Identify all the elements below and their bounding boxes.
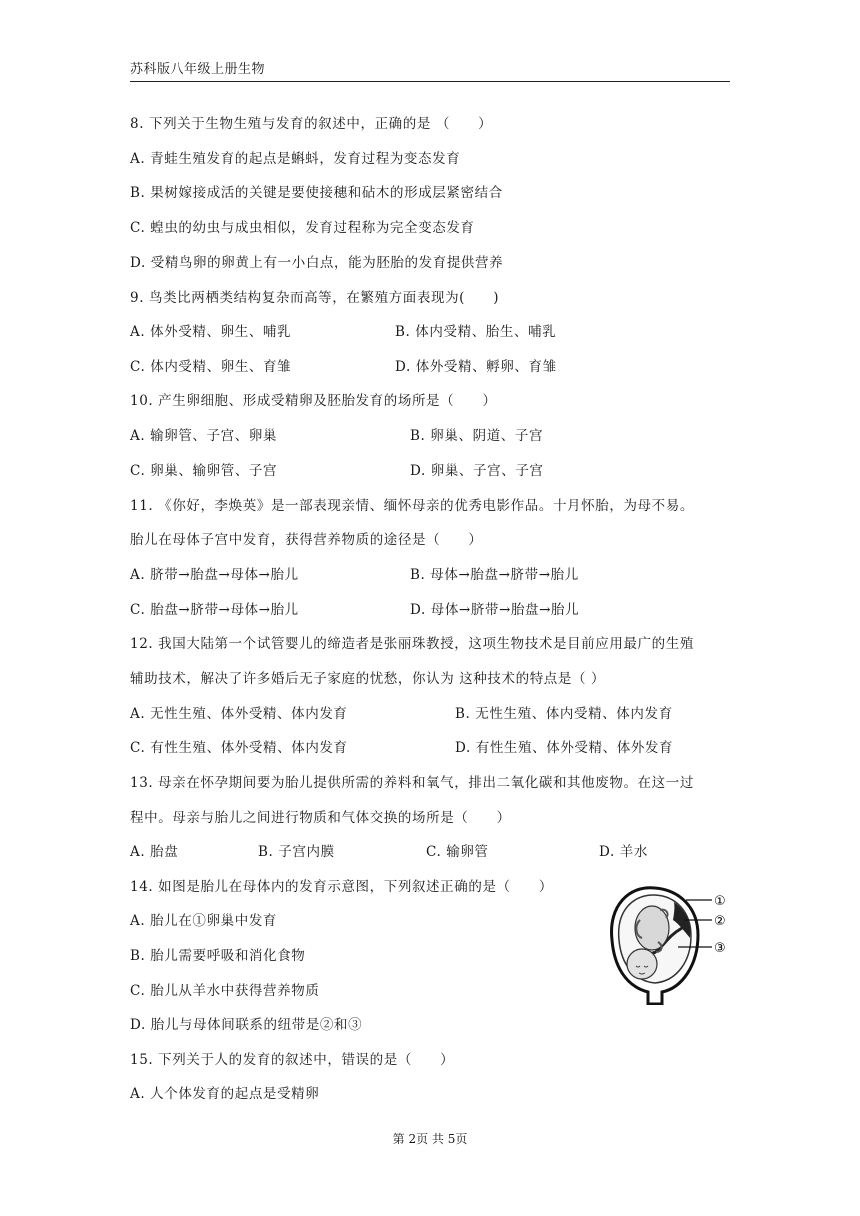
question-12-option-d: D. 有性生殖、体外受精、体外发育	[455, 740, 674, 756]
question-12-stem-line1: 12. 我国大陆第一个试管婴儿的缔造者是张丽珠教授，这项生物技术是目前应用最广的生殖	[130, 636, 694, 652]
question-10-stem: 10. 产生卵细胞、形成受精卵及胚胎发育的场所是（ ）	[130, 393, 497, 409]
question-8-option-a: A. 青蛙生殖发育的起点是蝌蚪，发育过程为变态发育	[130, 151, 461, 167]
question-14-option-d: D. 胎儿与母体间联系的纽带是②和③	[130, 1017, 363, 1033]
question-11-option-d: D. 母体→脐带→胎盘→胎儿	[410, 602, 580, 618]
question-8-option-d: D. 受精鸟卵的卵黄上有一小白点，能为胚胎的发育提供营养	[130, 255, 504, 271]
diagram-label-1: ①	[714, 894, 726, 909]
diagram-label-2: ②	[714, 914, 726, 929]
question-12-option-c: C. 有性生殖、体外受精、体内发育	[130, 740, 348, 756]
question-12-stem-line2: 辅助技术，解决了许多婚后无子家庭的忧愁，你认为 这种技术的特点是（ ）	[130, 671, 606, 687]
question-11-option-b: B. 母体→胎盘→脐带→胎儿	[410, 567, 579, 583]
question-14-option-a: A. 胎儿在①卵巢中发育	[130, 913, 278, 929]
question-15-stem: 15. 下列关于人的发育的叙述中，错误的是（ ）	[130, 1052, 455, 1068]
question-11-stem-line2: 胎儿在母体子宫中发育，获得营养物质的途径是（ ）	[130, 532, 483, 548]
question-10-option-a: A. 输卵管、子宫、卵巢	[130, 428, 278, 444]
question-14-option-c: C. 胎儿从羊水中获得营养物质	[130, 983, 320, 999]
question-15-option-a: A. 人个体发育的起点是受精卵	[130, 1086, 320, 1102]
question-12-option-b: B. 无性生殖、体内受精、体内发育	[455, 706, 673, 722]
question-13-option-d: D. 羊水	[599, 844, 648, 860]
question-13-stem-line1: 13. 母亲在怀孕期间要为胎儿提供所需的养料和氧气，排出二氧化碳和其他废物。在这一过	[130, 775, 694, 791]
question-10-option-c: C. 卵巢、输卵管、子宫	[130, 463, 278, 479]
question-9-stem: 9. 鸟类比两栖类结构复杂而高等，在繁殖方面表现为( )	[130, 290, 500, 306]
fetus-diagram	[600, 880, 740, 1005]
question-9-option-b: B. 体内受精、胎生、哺乳	[395, 324, 557, 340]
question-13-stem-line2: 程中。母亲与胎儿之间进行物质和气体交换的场所是（ ）	[130, 810, 511, 826]
question-8-option-b: B. 果树嫁接成活的关键是要使接穗和砧木的形成层紧密结合	[130, 185, 503, 201]
question-9-option-d: D. 体外受精、孵卵、育雏	[395, 359, 557, 375]
page-footer: 第 2页 共 5页	[392, 1132, 468, 1146]
question-9-option-a: A. 体外受精、卵生、哺乳	[130, 324, 292, 340]
question-8-stem: 8. 下列关于生物生殖与发育的叙述中，正确的是 （ ）	[130, 116, 493, 132]
question-11-stem-line1: 11. 《你好，李焕英》是一部表现亲情、缅怀母亲的优秀电影作品。十月怀胎，为母不易。	[130, 498, 694, 514]
fetus-body	[635, 906, 669, 950]
question-13-option-a: A. 胎盘	[130, 844, 179, 860]
question-14-option-b: B. 胎儿需要呼吸和消化食物	[130, 948, 306, 964]
diagram-label-3: ③	[714, 941, 726, 956]
page-header-title: 苏科版八年级上册生物	[130, 62, 266, 77]
question-14-stem: 14. 如图是胎儿在母体内的发育示意图，下列叙述正确的是（ ）	[130, 879, 553, 895]
question-12-option-a: A. 无性生殖、体外受精、体内发育	[130, 706, 348, 722]
question-11-option-c: C. 胎盘→脐带→母体→胎儿	[130, 602, 299, 618]
question-13-option-b: B. 子宫内膜	[258, 844, 335, 860]
question-8-option-c: C. 蝗虫的幼虫与成虫相似，发育过程称为完全变态发育	[130, 220, 475, 236]
question-11-option-a: A. 脐带→胎盘→母体→胎儿	[130, 567, 299, 583]
question-10-option-d: D. 卵巢、子宫、子宫	[410, 463, 544, 479]
question-13-option-c: C. 输卵管	[426, 844, 489, 860]
question-10-option-b: B. 卵巢、阴道、子宫	[410, 428, 544, 444]
question-9-option-c: C. 体内受精、卵生、育雏	[130, 359, 292, 375]
header-divider	[130, 81, 730, 82]
